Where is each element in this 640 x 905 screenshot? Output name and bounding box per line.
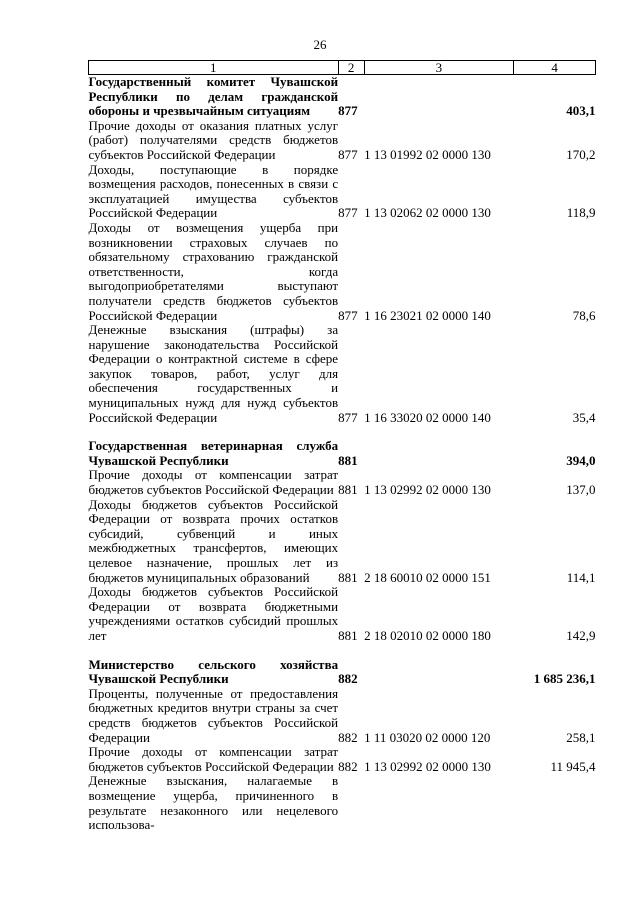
row-kbk-code: 1 13 01992 02 0000 130 [364,146,491,162]
row-name: Доходы от возмещения ущерба при возникновении страховых случаев по обязательному страхованию гражданской ответственности, когда выгодоприобретателями выступают получатели средств бюджетов субъектов Российской Федерации [88,219,339,323]
row-admin-code: 877 [338,205,358,221]
row-kbk-code: 1 11 03020 02 0000 120 [364,729,491,745]
row-amount: 118,9 [566,205,596,221]
table-row [89,498,596,586]
row-amount: 403,1 [566,103,596,119]
budget-table [88,60,596,833]
row-name: Государственная ветеринарная служба Чувашской Республики [88,438,339,468]
row-admin-code: 882 [338,671,358,687]
row-amount: 35,4 [572,409,596,425]
row-admin-code: 881 [338,627,358,643]
row-amount: 170,2 [566,146,596,162]
table-row [89,745,596,774]
row-amount: 394,0 [566,452,596,468]
row-name: Министерство сельского хозяйства Чувашской Республики [88,656,339,687]
row-name: Доходы бюджетов субъектов Российской Федерации от возврата бюджетными учреждениями остатков субсидий прошлых лет [88,584,339,643]
row-amount: 78,6 [572,307,596,323]
header-col-name: 1 [89,61,339,75]
row-kbk-code: 2 18 60010 02 0000 151 [364,569,491,585]
row-amount: 114,1 [566,569,596,585]
header-col-code: 2 [338,61,364,75]
spacer-cell [89,425,596,439]
section-header-row [89,439,596,468]
table-row [89,468,596,497]
row-name: Денежные взыскания (штрафы) за нарушение законодательства Российской Федерации о контрактной системе в сфере закупок товаров, работ, услуг для обеспечения государственных и муниципальных нужд для нужд субъектов Российской Федерации [88,322,339,425]
row-amount: 1 685 236,1 [533,671,596,687]
row-name: Доходы бюджетов субъектов Российской Федерации от возврата прочих остатков субсидий, субвенций и иных межбюджетных трансфертов, имеющих целевое назначение, прошлых лет из бюджетов муниципальных образований [88,496,339,585]
row-amount: 142,9 [566,627,596,643]
row-admin-code: 877 [338,146,358,162]
table-row [89,323,596,425]
spacer-row [89,644,596,658]
row-admin-code: 881 [338,452,358,468]
row-kbk-code: 2 18 02010 02 0000 180 [364,627,491,643]
table-row [89,221,596,323]
row-admin-code: 877 [338,103,358,119]
row-kbk-code [364,75,514,119]
row-kbk-code: 1 13 02992 02 0000 130 [364,758,491,774]
row-admin-code: 877 [338,307,358,323]
row-name: Прочие доходы от оказания платных услуг (работ) получателями средств бюджетов субъектов Российской Федерации [88,117,339,162]
table-body [89,75,596,833]
header-col-kbk: 3 [364,61,514,75]
row-amount: 11 945,4 [550,758,596,774]
row-kbk-code: 1 16 23021 02 0000 140 [364,307,491,323]
row-admin-code: 882 [338,758,358,774]
table-row [89,585,596,643]
row-kbk-code: 1 16 33020 02 0000 140 [364,409,491,425]
header-col-amount: 4 [514,61,596,75]
table-row [89,774,596,832]
row-amount: 137,0 [566,482,596,498]
section-header-row [89,658,596,687]
row-kbk-code: 1 13 02992 02 0000 130 [364,482,491,498]
row-admin-code [338,774,364,832]
row-admin-code: 882 [338,729,358,745]
row-name: Доходы, поступающие в порядке возмещения расходов, понесенных в связи с эксплуатацией имущества субъектов Российской Федерации [88,161,339,221]
table-row [89,687,596,745]
row-kbk-code: 1 13 02062 02 0000 130 [364,205,491,221]
table-row [89,119,596,163]
spacer-cell [89,644,596,658]
table-header-row [89,61,596,75]
row-name: Проценты, полученные от предоставления бюджетных кредитов внутри страны за счет средств бюджетов субъектов Российской Федерации [88,685,339,745]
page-number: 26 [313,37,327,52]
row-name: Прочие доходы от компенсации затрат бюджетов субъектов Российской Федерации [88,744,339,774]
row-amount: 258,1 [566,729,596,745]
row-name: Денежные взыскания, налагаемые в возмещение ущерба, причиненного в результате незаконного или нецелевого использова- [88,773,339,833]
row-admin-code: 877 [338,409,358,425]
row-kbk-code [364,658,514,687]
row-name: Прочие доходы от компенсации затрат бюджетов субъектов Российской Федерации [88,467,339,498]
row-amount [514,774,596,832]
row-name: Государственный комитет Чувашской Республики по делам гражданской обороны и чрезвычайным ситуациям [88,74,339,119]
spacer-row [89,425,596,439]
row-admin-code: 881 [338,482,358,498]
row-admin-code: 881 [338,569,358,585]
row-kbk-code [364,774,514,832]
row-kbk-code [364,439,514,468]
table-row [89,163,596,221]
section-header-row [89,75,596,119]
